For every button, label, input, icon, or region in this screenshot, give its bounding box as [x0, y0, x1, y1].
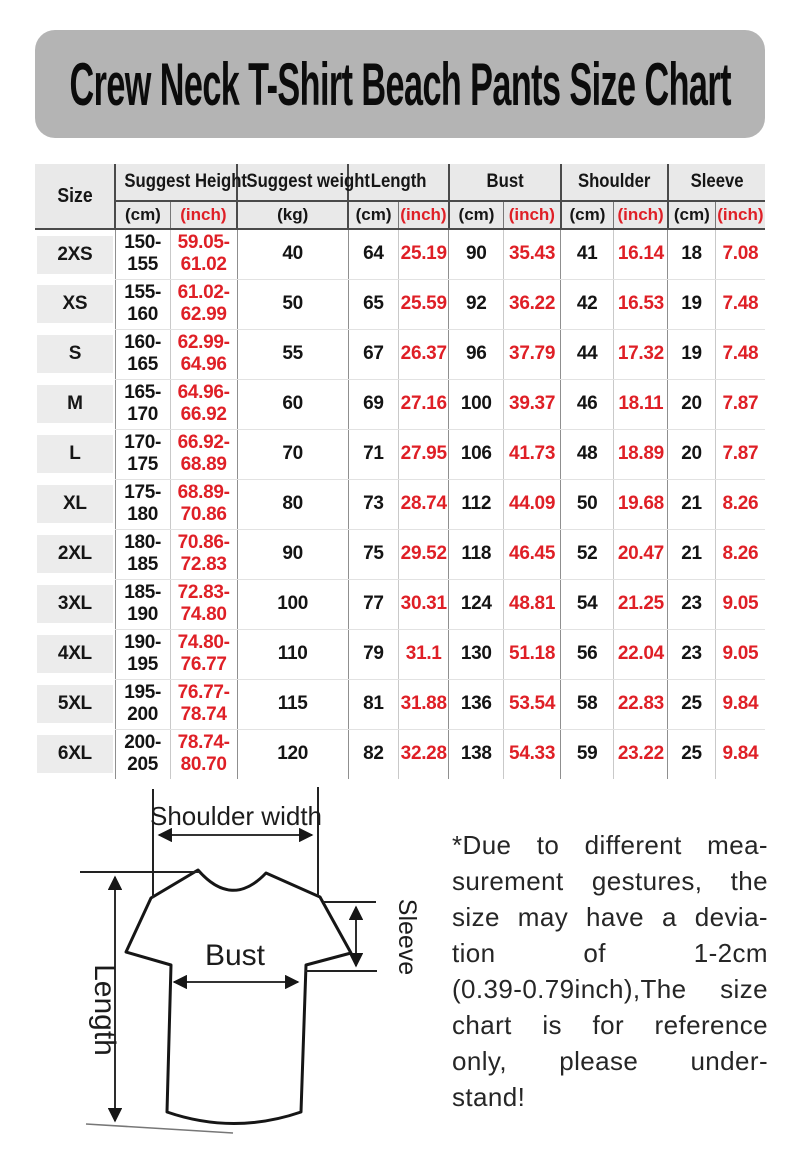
- cell-height-cm: 160-165: [115, 329, 170, 379]
- cell-shoulder-cm: 58: [561, 679, 614, 729]
- unit-length-inch: (inch): [399, 201, 449, 229]
- note-line: *Due to different mea-: [452, 830, 768, 860]
- cell-height-inch: 59.05-61.02: [170, 229, 237, 279]
- cell-bust-inch: 48.81: [504, 579, 561, 629]
- disclaimer-note: [452, 827, 768, 1160]
- cell-length-cm: 79: [348, 629, 398, 679]
- cell-height-cm: 185-190: [115, 579, 170, 629]
- cell-weight-kg: 110: [237, 629, 348, 679]
- table-row: [35, 529, 765, 579]
- cell-size: [35, 679, 115, 729]
- note-line: size may have a devia-: [452, 902, 768, 932]
- cell-sleeve-inch: 7.08: [715, 229, 765, 279]
- table-row: [35, 229, 765, 279]
- cell-length-cm: 64: [348, 229, 398, 279]
- label-bust: Bust: [204, 939, 266, 972]
- cell-size: [35, 279, 115, 329]
- table-row: [35, 579, 765, 629]
- cell-shoulder-inch: 23.22: [614, 729, 668, 779]
- col-header-size: Size: [35, 164, 115, 229]
- table-row: [35, 629, 765, 679]
- cell-weight-kg: 70: [237, 429, 348, 479]
- size-label: 5XL: [37, 685, 113, 723]
- cell-length-inch: 32.28: [399, 729, 449, 779]
- tshirt-outline: [126, 870, 351, 1124]
- cell-length-cm: 81: [348, 679, 398, 729]
- cell-height-cm: 175-180: [115, 479, 170, 529]
- cell-bust-inch: 46.45: [504, 529, 561, 579]
- cell-sleeve-inch: 9.05: [715, 629, 765, 679]
- unit-bust-inch: (inch): [504, 201, 561, 229]
- label-length: Length: [88, 964, 121, 1056]
- cell-sleeve-cm: 25: [668, 729, 715, 779]
- col-header-bust: Bust: [449, 164, 561, 201]
- cell-bust-inch: 39.37: [504, 379, 561, 429]
- cell-sleeve-cm: 19: [668, 329, 715, 379]
- page-title: Crew Neck T-Shirt Beach Pants Size Chart: [69, 50, 731, 118]
- cell-weight-kg: 115: [237, 679, 348, 729]
- cell-shoulder-inch: 22.83: [614, 679, 668, 729]
- cell-sleeve-inch: 9.84: [715, 679, 765, 729]
- cell-length-inch: 29.52: [399, 529, 449, 579]
- cell-height-inch: 62.99-64.96: [170, 329, 237, 379]
- cell-height-cm: 150-155: [115, 229, 170, 279]
- cell-length-cm: 73: [348, 479, 398, 529]
- cell-bust-cm: 92: [449, 279, 504, 329]
- cell-size: [35, 529, 115, 579]
- size-label: M: [37, 385, 113, 423]
- cell-size: [35, 729, 115, 779]
- cell-weight-kg: 60: [237, 379, 348, 429]
- header-unit-row: [35, 201, 765, 229]
- cell-height-cm: 200-205: [115, 729, 170, 779]
- unit-length-cm: (cm): [348, 201, 398, 229]
- cell-length-inch: 26.37: [399, 329, 449, 379]
- cell-bust-cm: 118: [449, 529, 504, 579]
- cell-sleeve-inch: 7.48: [715, 279, 765, 329]
- unit-bust-cm: (cm): [449, 201, 504, 229]
- cell-length-cm: 75: [348, 529, 398, 579]
- cell-shoulder-cm: 44: [561, 329, 614, 379]
- note-line: (0.39-0.79inch),The size: [452, 974, 768, 1004]
- cell-height-cm: 180-185: [115, 529, 170, 579]
- cell-sleeve-cm: 23: [668, 629, 715, 679]
- note-line: surement gestures, the: [452, 866, 768, 896]
- cell-shoulder-cm: 52: [561, 529, 614, 579]
- cell-sleeve-cm: 19: [668, 279, 715, 329]
- cell-length-inch: 31.88: [399, 679, 449, 729]
- cell-length-inch: 28.74: [399, 479, 449, 529]
- cell-sleeve-inch: 8.26: [715, 479, 765, 529]
- note-line: tion of 1-2cm: [452, 938, 768, 968]
- cell-length-cm: 65: [348, 279, 398, 329]
- cell-weight-kg: 80: [237, 479, 348, 529]
- table-row: [35, 379, 765, 429]
- cell-weight-kg: 120: [237, 729, 348, 779]
- cell-sleeve-inch: 8.26: [715, 529, 765, 579]
- cell-weight-kg: 100: [237, 579, 348, 629]
- cell-sleeve-cm: 21: [668, 529, 715, 579]
- cell-height-inch: 72.83-74.80: [170, 579, 237, 629]
- cell-bust-inch: 53.54: [504, 679, 561, 729]
- cell-bust-inch: 54.33: [504, 729, 561, 779]
- cell-length-inch: 30.31: [399, 579, 449, 629]
- cell-shoulder-cm: 56: [561, 629, 614, 679]
- cell-length-cm: 77: [348, 579, 398, 629]
- size-label: 3XL: [37, 585, 113, 623]
- unit-shoulder-cm: (cm): [561, 201, 614, 229]
- cell-size: [35, 629, 115, 679]
- cell-height-inch: 66.92-68.89: [170, 429, 237, 479]
- cell-sleeve-inch: 7.87: [715, 429, 765, 479]
- cell-shoulder-cm: 59: [561, 729, 614, 779]
- unit-sleeve-cm: (cm): [668, 201, 715, 229]
- size-label: XL: [37, 485, 113, 523]
- cell-bust-cm: 106: [449, 429, 504, 479]
- cell-sleeve-cm: 20: [668, 429, 715, 479]
- cell-bust-cm: 124: [449, 579, 504, 629]
- col-header-suggest-weight: Suggest weight: [237, 164, 348, 201]
- table-row: [35, 329, 765, 379]
- table-header: [35, 164, 765, 229]
- cell-size: [35, 429, 115, 479]
- cell-height-inch: 64.96-66.92: [170, 379, 237, 429]
- cell-shoulder-inch: 18.11: [614, 379, 668, 429]
- cell-weight-kg: 40: [237, 229, 348, 279]
- cell-bust-inch: 41.73: [504, 429, 561, 479]
- cell-size: [35, 479, 115, 529]
- cell-shoulder-inch: 18.89: [614, 429, 668, 479]
- cell-length-cm: 69: [348, 379, 398, 429]
- cell-height-cm: 170-175: [115, 429, 170, 479]
- cell-sleeve-cm: 18: [668, 229, 715, 279]
- note-line: chart is for reference: [452, 1010, 768, 1040]
- cell-shoulder-cm: 42: [561, 279, 614, 329]
- cell-shoulder-inch: 22.04: [614, 629, 668, 679]
- col-header-sleeve: Sleeve: [668, 164, 765, 201]
- cell-height-inch: 68.89-70.86: [170, 479, 237, 529]
- cell-sleeve-inch: 7.87: [715, 379, 765, 429]
- cell-size: [35, 579, 115, 629]
- col-header-length: Length: [348, 164, 449, 201]
- cell-sleeve-cm: 20: [668, 379, 715, 429]
- cell-size: [35, 329, 115, 379]
- table-row: [35, 479, 765, 529]
- cell-sleeve-inch: 9.84: [715, 729, 765, 779]
- cell-shoulder-inch: 20.47: [614, 529, 668, 579]
- cell-bust-inch: 36.22: [504, 279, 561, 329]
- cell-bust-cm: 138: [449, 729, 504, 779]
- cell-shoulder-cm: 41: [561, 229, 614, 279]
- cell-length-inch: 27.95: [399, 429, 449, 479]
- table-row: [35, 729, 765, 779]
- cell-bust-cm: 112: [449, 479, 504, 529]
- tshirt-measurement-diagram: [18, 785, 448, 1160]
- cell-bust-inch: 35.43: [504, 229, 561, 279]
- cell-bust-cm: 96: [449, 329, 504, 379]
- cell-bust-cm: 90: [449, 229, 504, 279]
- note-line: only, please under-: [452, 1046, 768, 1076]
- header-group-row: [35, 164, 765, 201]
- cell-height-inch: 74.80-76.77: [170, 629, 237, 679]
- cell-bust-cm: 136: [449, 679, 504, 729]
- cell-length-cm: 67: [348, 329, 398, 379]
- cell-shoulder-cm: 54: [561, 579, 614, 629]
- table-row: [35, 279, 765, 329]
- cell-height-inch: 76.77-78.74: [170, 679, 237, 729]
- cell-shoulder-inch: 17.32: [614, 329, 668, 379]
- length-ref-line-bottom: [86, 1124, 233, 1133]
- cell-length-inch: 31.1: [399, 629, 449, 679]
- size-label: 2XL: [37, 535, 113, 573]
- cell-shoulder-inch: 16.53: [614, 279, 668, 329]
- unit-height-cm: (cm): [115, 201, 170, 229]
- size-label: S: [37, 335, 113, 373]
- table-row: [35, 429, 765, 479]
- unit-weight-kg: (kg): [237, 201, 348, 229]
- unit-shoulder-inch: (inch): [614, 201, 668, 229]
- cell-height-inch: 78.74-80.70: [170, 729, 237, 779]
- unit-height-inch: (inch): [170, 201, 237, 229]
- cell-height-inch: 70.86-72.83: [170, 529, 237, 579]
- cell-height-cm: 190-195: [115, 629, 170, 679]
- size-label: 2XS: [37, 236, 113, 274]
- size-label: XS: [37, 285, 113, 323]
- size-label: 6XL: [37, 735, 113, 773]
- cell-shoulder-inch: 16.14: [614, 229, 668, 279]
- col-header-suggest-height: Suggest Height: [115, 164, 237, 201]
- cell-length-inch: 25.19: [399, 229, 449, 279]
- cell-height-inch: 61.02-62.99: [170, 279, 237, 329]
- title-banner: [35, 30, 765, 138]
- size-label: 4XL: [37, 635, 113, 673]
- cell-shoulder-cm: 50: [561, 479, 614, 529]
- col-header-shoulder: Shoulder: [561, 164, 668, 201]
- cell-height-cm: 165-170: [115, 379, 170, 429]
- cell-weight-kg: 50: [237, 279, 348, 329]
- measurement-section: [0, 785, 800, 1160]
- cell-height-cm: 195-200: [115, 679, 170, 729]
- cell-sleeve-cm: 21: [668, 479, 715, 529]
- cell-weight-kg: 55: [237, 329, 348, 379]
- cell-sleeve-cm: 23: [668, 579, 715, 629]
- cell-bust-cm: 100: [449, 379, 504, 429]
- size-chart-table: [35, 164, 765, 779]
- cell-size: [35, 379, 115, 429]
- cell-bust-inch: 44.09: [504, 479, 561, 529]
- cell-size: [35, 229, 115, 279]
- cell-shoulder-cm: 46: [561, 379, 614, 429]
- size-label: L: [37, 435, 113, 473]
- cell-sleeve-cm: 25: [668, 679, 715, 729]
- cell-bust-inch: 51.18: [504, 629, 561, 679]
- cell-length-inch: 27.16: [399, 379, 449, 429]
- cell-bust-cm: 130: [449, 629, 504, 679]
- cell-shoulder-inch: 21.25: [614, 579, 668, 629]
- unit-sleeve-inch: (inch): [715, 201, 765, 229]
- label-shoulder-width: Shoulder width: [150, 801, 322, 831]
- label-sleeve: Sleeve: [393, 898, 421, 976]
- cell-height-cm: 155-160: [115, 279, 170, 329]
- cell-weight-kg: 90: [237, 529, 348, 579]
- cell-bust-inch: 37.79: [504, 329, 561, 379]
- cell-length-cm: 82: [348, 729, 398, 779]
- note-line: stand!: [452, 1082, 526, 1112]
- cell-sleeve-inch: 9.05: [715, 579, 765, 629]
- cell-sleeve-inch: 7.48: [715, 329, 765, 379]
- cell-shoulder-inch: 19.68: [614, 479, 668, 529]
- table-body: [35, 229, 765, 779]
- cell-shoulder-cm: 48: [561, 429, 614, 479]
- cell-length-cm: 71: [348, 429, 398, 479]
- table-row: [35, 679, 765, 729]
- cell-length-inch: 25.59: [399, 279, 449, 329]
